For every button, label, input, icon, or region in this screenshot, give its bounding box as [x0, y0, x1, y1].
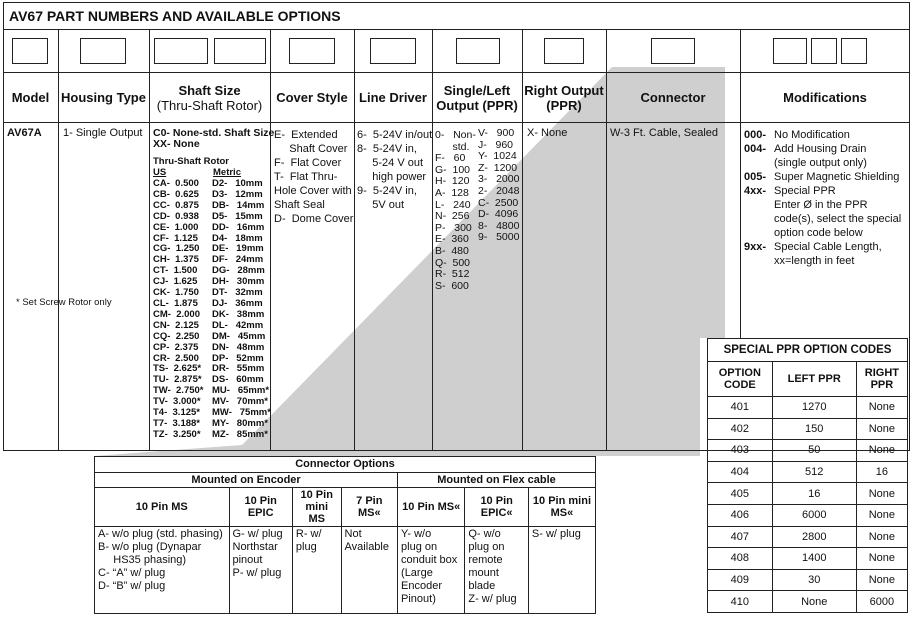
shaft-metric-item: DF- 24mm [212, 254, 264, 266]
connector-options-title: Connector Options [95, 457, 596, 473]
special-ppr-row [708, 591, 908, 613]
mod-item [744, 212, 901, 226]
shaft-c0: C0- None-std. Shaft Size [153, 127, 275, 139]
shaft-us-item: CB- 0.625 [153, 188, 199, 200]
connector-col-head: 10 Pin MS [95, 488, 230, 527]
housing-select-box[interactable] [80, 38, 126, 64]
ppr-left-item: std. [435, 140, 470, 153]
ppr-right-item: C- 2500 [478, 196, 519, 209]
header-right-l1: Right Output [524, 82, 604, 98]
line-list [357, 128, 432, 212]
mod-item [744, 142, 901, 156]
shaft-metric-item: DH- 30mm [212, 276, 265, 288]
special-ppr-cell: None [856, 418, 907, 440]
shaft-metric-item: D3- 12mm [212, 188, 263, 200]
shaft-metric-item: DG- 28mm [212, 265, 265, 277]
flex-group: Mounted on Flex cable [398, 473, 596, 488]
shaft-metric-item: MW- 75mm* [212, 407, 271, 419]
ppr-right-item: V- 900 [478, 127, 515, 139]
shaft-us-item: CH- 1.375 [153, 254, 199, 266]
cover-item: T- Flat Thru- [274, 171, 338, 183]
special-ppr-cell: 1400 [772, 548, 856, 570]
special-ppr-cell: None [856, 504, 907, 526]
mod-item [744, 128, 901, 142]
header-right [522, 73, 606, 122]
line-item: high power [357, 171, 427, 183]
special-ppr-col2: LEFT PPR [772, 362, 856, 397]
connector-option-line: G- w/ plug [232, 528, 283, 540]
mod-code: 004- [744, 143, 767, 155]
cover-select-box[interactable] [289, 38, 335, 64]
connector-col-head: 10 Pin EPIC« [465, 488, 529, 527]
connector-option-line: plug on [468, 541, 505, 553]
connector-option-line: (Large [401, 567, 433, 579]
ppr-left-item: S- 600 [435, 279, 469, 292]
special-ppr-cell: None [856, 548, 907, 570]
connector-col-body [95, 527, 230, 614]
ppr-right-list [478, 128, 519, 244]
connector-option-line: Available [344, 541, 389, 553]
cover-item: D- Dome Cover [274, 213, 354, 225]
special-ppr-cell: 410 [708, 591, 773, 613]
special-ppr-cell: 405 [708, 483, 773, 505]
cover-list [274, 128, 353, 226]
special-ppr-row [708, 548, 908, 570]
connector-option-line: P- w/ plug [232, 567, 282, 579]
shaft-us-item: CG- 1.250 [153, 243, 200, 255]
header-model: Model [11, 90, 50, 105]
mod-select-box-3[interactable] [841, 38, 867, 64]
mod-item [744, 184, 901, 198]
cover-item: Shaft Cover [274, 143, 348, 155]
shaft-metric-item: MV- 70mm* [212, 396, 268, 408]
ppr-left-list [435, 130, 476, 292]
shaft-us-item: TU- 2.875* [153, 374, 202, 386]
shaft-select-box-2[interactable] [214, 38, 266, 64]
encoder-group: Mounted on Encoder [95, 473, 398, 488]
ppr-left-item: G- 100 [435, 163, 471, 176]
mod-select-box-2[interactable] [811, 38, 837, 64]
ppr-right-item: Y- 1024 [478, 150, 517, 163]
header-single-l1: Single/Left [443, 82, 511, 98]
mod-code: 4xx- [744, 185, 767, 197]
ppr-left-item: L- 240 [435, 198, 471, 211]
ppr-left-item: Q- 500 [435, 256, 471, 269]
special-ppr-cell: 30 [772, 569, 856, 591]
mod-text: Add Housing Drain [774, 143, 867, 155]
connector-col-body [398, 527, 465, 614]
connector-option-line: Encoder [401, 580, 443, 592]
divider [3, 29, 910, 30]
shaft-us-item: T7- 3.188* [153, 417, 200, 429]
connector-options-table [94, 456, 596, 614]
special-ppr-cell: 6000 [856, 591, 907, 613]
shaft-select-box-1[interactable] [154, 38, 208, 64]
shaft-us-item: TV- 3.000* [153, 396, 201, 408]
shaft-us-item: CK- 1.750 [153, 287, 199, 299]
connector-option-line: Y- w/o [401, 528, 432, 540]
special-ppr-cell: 512 [772, 461, 856, 483]
ppr-right-item: 3- 2000 [478, 173, 520, 186]
shaft-us-item: CP- 2.375 [153, 341, 199, 353]
ppr-left-item: 0- Non- [435, 129, 476, 141]
shaft-metric-item: DK- 38mm [212, 308, 265, 320]
shaft-us-item: TW- 2.750* [153, 385, 204, 397]
ppr-left-item: A- 128 [435, 186, 469, 199]
connector-option-line: C- “A” w/ plug [98, 567, 166, 579]
connector-option-line: remote [468, 554, 503, 566]
shaft-us-item: CA- 0.500 [153, 178, 199, 189]
shaft-us-item: CN- 2.125 [153, 319, 199, 331]
shaft-us-label: US [153, 167, 167, 178]
special-ppr-row [708, 418, 908, 440]
connector-col-body [465, 527, 529, 614]
connector-col-head: 10 Pin MS« [398, 488, 465, 527]
shaft-metric-item: DB- 14mm [212, 199, 265, 211]
special-ppr-cell: None [856, 526, 907, 548]
connector-option-line: Pinout) [401, 593, 436, 605]
header-mods: Modifications [783, 90, 867, 105]
mod-text: Special Cable Length, [774, 241, 882, 253]
shaft-us-item: TS- 2.625* [153, 363, 202, 375]
ppr-right-select-box[interactable] [544, 38, 584, 64]
header-shaft [149, 73, 270, 122]
mod-item [744, 240, 901, 254]
mod-text: Special PPR [774, 185, 836, 197]
line-item: 9- 5-24V in, [357, 185, 417, 197]
special-ppr-row [708, 461, 908, 483]
special-ppr-cell: 403 [708, 440, 773, 462]
line-item: 6- 5-24V in/out [357, 129, 433, 141]
header-single-l2: Output (PPR) [436, 97, 518, 113]
special-ppr-cell: 401 [708, 397, 773, 419]
mod-text: Enter Ø in the PPR [774, 199, 868, 211]
special-ppr-cell: 6000 [772, 504, 856, 526]
header-right-l2: (PPR) [546, 97, 582, 113]
cover-item: Hole Cover with [274, 185, 352, 197]
connector-col-body [292, 527, 341, 614]
connector-col-body [229, 527, 292, 614]
special-ppr-row [708, 526, 908, 548]
special-ppr-row [708, 440, 908, 462]
special-ppr-cell: None [856, 483, 907, 505]
connector-option-line: HS35 phasing) [98, 554, 187, 566]
special-ppr-cell: None [856, 569, 907, 591]
mod-select-box-1[interactable] [773, 38, 807, 64]
shaft-metric-item: D5- 15mm [212, 210, 263, 222]
special-ppr-cell: 409 [708, 569, 773, 591]
mod-item [744, 198, 901, 212]
special-ppr-cell: 407 [708, 526, 773, 548]
connector-col-head: 10 Pin mini MS [292, 488, 341, 527]
shaft-xx: XX- None [153, 138, 200, 150]
header-connector: Connector [640, 90, 706, 105]
cover-item: Shaft Seal [274, 199, 325, 211]
connector-col-head: 10 Pin EPIC [229, 488, 292, 527]
header-cover: Cover Style [276, 90, 348, 105]
ppr-left-item: P- 300 [435, 221, 472, 234]
ppr-right-item: 2- 2048 [478, 184, 520, 197]
ppr-left-item: R- 512 [435, 268, 470, 281]
special-ppr-cell: 16 [772, 483, 856, 505]
special-ppr-row [708, 483, 908, 505]
mods-list [744, 128, 901, 268]
connector-option-line: mount [468, 567, 499, 579]
model-value: AV67A [7, 127, 42, 139]
special-ppr-col3: RIGHT PPR [856, 362, 907, 397]
shaft-metric-item: DE- 19mm [212, 243, 264, 255]
ppr-left-select-box[interactable] [456, 38, 500, 64]
shaft-metric-item: DR- 55mm [212, 363, 265, 375]
mod-code: 005- [744, 171, 767, 183]
connector-col-head: 10 Pin mini MS« [528, 488, 595, 527]
special-ppr-cell: 408 [708, 548, 773, 570]
special-ppr-cell: 402 [708, 418, 773, 440]
shaft-metric-item: DD- 16mm [212, 221, 265, 233]
ppr-left-item: H- 120 [435, 175, 470, 188]
special-ppr-cell: 50 [772, 440, 856, 462]
shaft-metric-item: DP- 52mm [212, 352, 264, 364]
special-ppr-cell: 404 [708, 461, 773, 483]
shaft-us-item: CM- 2.000 [153, 308, 200, 320]
special-ppr-cell: None [856, 397, 907, 419]
special-ppr-title: SPECIAL PPR OPTION CODES [708, 339, 908, 362]
housing-option: 1- Single Output [63, 127, 143, 139]
shaft-us-item: CC- 0.875 [153, 199, 199, 211]
ppr-right-item: J- 960 [478, 138, 514, 151]
cover-item: E- Extended [274, 129, 338, 141]
special-ppr-cell: 1270 [772, 397, 856, 419]
right-option: X- None [527, 127, 568, 139]
connector-option-line: A- w/o plug (std. phasing) [98, 528, 223, 540]
divider [3, 122, 910, 123]
connector-option-line: Northstar [232, 541, 278, 553]
mod-item [744, 156, 901, 170]
shaft-metric-item: DT- 32mm [212, 287, 263, 299]
connector-option-line: D- “B” w/ plug [98, 580, 166, 592]
header-line: Line Driver [359, 90, 427, 105]
connector-select-box[interactable] [651, 38, 695, 64]
line-item: 5V out [357, 199, 405, 211]
connector-option-line: Not [344, 528, 362, 540]
mod-item [744, 170, 901, 184]
connector-option-line: plug on [401, 541, 438, 553]
header-shaft-l1: Shaft Size [178, 82, 241, 98]
connector-col-body [341, 527, 397, 614]
shaft-us-item: CD- 0.938 [153, 210, 199, 222]
line-item: 8- 5-24V in, [357, 143, 417, 155]
special-ppr-table [707, 338, 908, 613]
mod-text: (single output only) [774, 157, 867, 169]
set-screw-note: * Set Screw Rotor only [16, 297, 112, 308]
connector-col-head: 7 Pin MS« [341, 488, 397, 527]
shaft-metric-item: DS- 60mm [212, 374, 264, 386]
special-ppr-row [708, 504, 908, 526]
mod-text: Super Magnetic Shielding [774, 171, 900, 183]
header-shaft-l2: (Thru-Shaft Rotor) [156, 97, 263, 113]
shaft-us-item: CT- 1.500 [153, 265, 198, 277]
special-ppr-cell: 150 [772, 418, 856, 440]
connector-option-line: plug [295, 541, 317, 553]
connector-option-line: R- w/ [295, 528, 322, 540]
connector-option-line: B- w/o plug (Dynapar [98, 541, 202, 553]
shaft-rotor-title: Thru-Shaft Rotor [153, 156, 229, 167]
connector-option-line: S- w/ plug [531, 528, 581, 540]
cover-item: F- Flat Cover [274, 157, 342, 169]
shaft-metric-item: DJ- 36mm [212, 297, 263, 309]
model-select-box[interactable] [12, 38, 48, 64]
special-ppr-cell: 16 [856, 461, 907, 483]
shaft-us-item: CE- 1.000 [153, 221, 199, 233]
connector-option-line: pinout [232, 554, 263, 566]
ppr-left-item: F- 60 [435, 152, 466, 165]
shaft-us-item: CJ- 1.625 [153, 276, 198, 288]
special-ppr-row [708, 569, 908, 591]
shaft-metric-item: MZ- 85mm* [212, 428, 268, 440]
shaft-us-item: CQ- 2.250 [153, 330, 200, 342]
special-ppr-col1: OPTION CODE [708, 362, 773, 397]
header-housing: Housing Type [61, 90, 146, 105]
mod-item [744, 226, 901, 240]
special-ppr-cell: None [772, 591, 856, 613]
connector-col-body [528, 527, 595, 614]
shaft-metric-item: D2- 10mm [212, 178, 263, 189]
line-item: 5-24 V out [357, 157, 424, 169]
ppr-right-item: D- 4096 [478, 208, 519, 221]
shaft-us-item: T4- 3.125* [153, 407, 200, 419]
mod-text: No Modification [774, 129, 850, 141]
shaft-us-item: CL- 1.875 [153, 297, 198, 309]
ppr-left-item: N- 256 [435, 210, 470, 223]
mod-text: option code below [774, 227, 863, 239]
shaft-us-item: CR- 2.500 [153, 352, 199, 364]
ppr-left-item: E- 360 [435, 233, 469, 246]
shaft-metric-item: DN- 48mm [212, 341, 265, 353]
mod-code: 000- [744, 129, 767, 141]
connector-option-line: conduit box [401, 554, 458, 566]
ppr-right-item: 8- 4800 [478, 219, 520, 232]
connector-option: W-3 Ft. Cable, Sealed [610, 127, 719, 139]
mod-text: code(s), select the special [774, 213, 902, 225]
shaft-metric-item: DM- 45mm [212, 330, 266, 342]
ppr-right-item: 9- 5000 [478, 231, 520, 244]
special-ppr-cell: None [856, 440, 907, 462]
special-ppr-cell: 2800 [772, 526, 856, 548]
shaft-metric-item: MU- 65mm* [212, 385, 270, 397]
line-select-box[interactable] [370, 38, 416, 64]
special-ppr-row [708, 397, 908, 419]
shaft-metric-item: MY- 80mm* [212, 417, 268, 429]
shaft-us-list [153, 179, 204, 441]
shaft-metric-label: Metric [213, 167, 241, 178]
shaft-metric-item: D4- 18mm [212, 232, 263, 244]
connector-option-line: Q- w/o [468, 528, 501, 540]
connector-option-line: blade [468, 580, 496, 592]
shaft-us-item: CF- 1.125 [153, 232, 198, 244]
shaft-us-item: TZ- 3.250* [153, 428, 201, 440]
connector-option-line: Z- w/ plug [468, 593, 517, 605]
mod-text: xx=length in feet [774, 255, 855, 267]
header-single [432, 73, 522, 122]
mod-code: 9xx- [744, 241, 767, 253]
page-title: AV67 PART NUMBERS AND AVAILABLE OPTIONS [9, 8, 341, 24]
special-ppr-cell: 406 [708, 504, 773, 526]
ppr-right-item: Z- 1200 [478, 161, 518, 174]
ppr-left-item: B- 480 [435, 244, 469, 257]
shaft-metric-item: DL- 42mm [212, 319, 264, 331]
mod-item [744, 254, 901, 268]
shaft-metric-list [212, 179, 271, 441]
